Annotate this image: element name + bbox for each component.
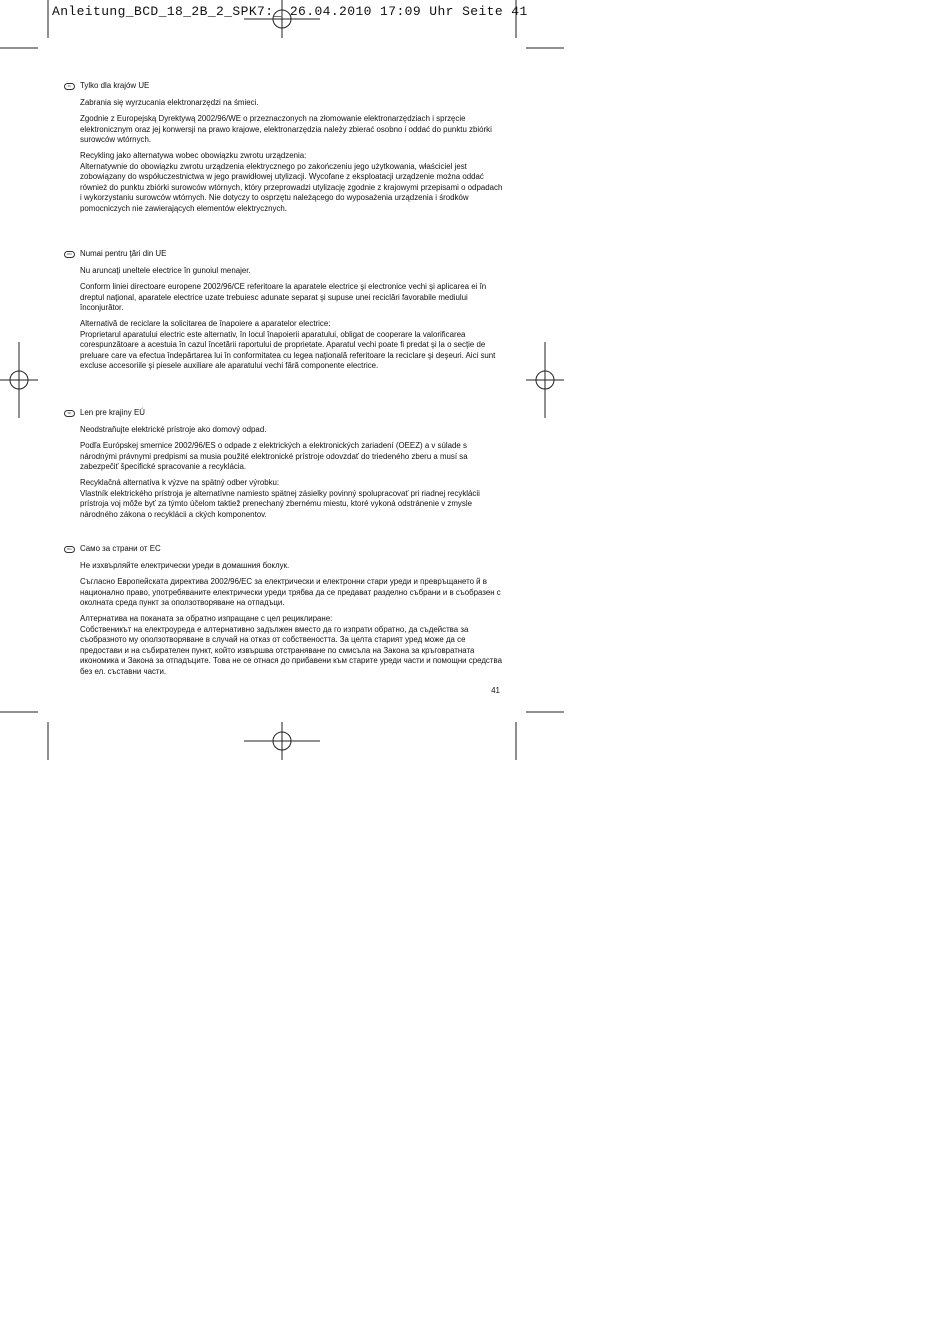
section-paragraph: Съгласно Европейската директива 2002/96/ЕС за електрически и електронни стари уреди и превръщането й в национално право, употребяваните електрически уреди трябва да се предават разделно събрани и в съобразен с околната среда пункт за оползотворяване на отпадъци. (80, 577, 501, 608)
recycling-text: Vlastník elektrického prístroja je alternatívne namiesto spätnej zásielky povinný spolupracovať pri riadnej recyklácii prístroja voj môže byť za týmto účelom taktiež prenechaný zbernému miestu, ktoré vykoná odstránenie v zmysle národného zákona o recyklácii a ckých komponentov. (80, 488, 480, 519)
recycling-block (80, 614, 504, 678)
country-flag-icon: RO (64, 251, 75, 258)
section-intro: Nu aruncaţi uneltele electrice în gunoiul menajer. (80, 265, 251, 275)
country-flag-icon: SK (64, 410, 75, 417)
section-ro (64, 249, 504, 372)
section-title: Само за страни от ЕС (80, 544, 161, 553)
registration-mark-bottom (244, 722, 320, 760)
section-title: Len pre krajiny EÚ (80, 408, 145, 417)
section-sk (64, 408, 504, 520)
section-intro: Zabrania się wyrzucania elektronarzędzi na śmieci. (80, 97, 259, 107)
recycling-text: Alternatywnie do obowiązku zwrotu urządzenia elektrycznego po zakończeniu jego użytkowania, właściciel jest zobowiązany do współuczestnictwa w jego prawidłowej utylizacji. Wycofane z eksploatacji urządzenie można oddać również do punktu zbiórki surowców wtórnych, który przeprowadzi utylizację zgodnie z krajowymi przepisami o odpadach i wykorzystaniu surowców wtórnych. Nie dotyczy to osprzętu należącego do wyposażenia urządzenia i środków pomocniczych nie zawierających elementów elektrycznych. (80, 161, 503, 213)
section-title: Numai pentru ţări din UE (80, 249, 167, 258)
country-flag-icon: BG (64, 546, 75, 553)
recycling-heading: Алтернатива на поканата за обратно изпращане с цел рециклиране: (80, 613, 333, 623)
section-bg (64, 544, 504, 678)
recycling-heading: Alternativă de reciclare la solicitarea de înapoiere a aparatelor electrice: (80, 318, 331, 328)
section-intro: Neodstraňujte elektrické prístroje ako domový odpad. (80, 424, 267, 434)
section-title: Tylko dla krajów UE (80, 81, 150, 90)
registration-mark-top (244, 0, 320, 38)
recycling-text: Собственикът на електроуреда е алтернативно задължен вместо да го изпрати обратно, да съдейства за съобразното му оползотворяване в случай на отказ от собствеността. За целта старият уред може да се предостави и на събирателен пункт, който извършва отстраняване по смисъла на Закона за кръговратната икономика и Закона за отпадъците. Това не се отнася до прибавени към старите уреди части и помощни средства без ел. съставни части. (80, 624, 502, 676)
print-slug-header: Anleitung_BCD_18_2B_2_SPK7:_ 26.04.2010 17:09 Uhr Seite 41 (52, 4, 528, 19)
section-paragraph: Podľa Európskej smernice 2002/96/ES o odpade z elektrických a elektronických zariadení (OEEZ) a v súlade s národnými právnymi predpismi sa musia použité elektronické prístroje odovzdať do triedeného zberu a musí sa zabezpečiť špecifické spracovanie a recyklácia. (80, 441, 468, 472)
section-paragraph: Conform liniei directoare europene 2002/96/CE referitoare la aparatele electrice şi electronice vechi şi aplicarea ei în dreptul naţional, aparatele electrice uzate trebuiesc adunate separat şi supuse unei reciclări favorabile mediului înconjurător. (80, 282, 487, 313)
recycling-block (80, 478, 504, 520)
page-number: 41 (491, 686, 500, 695)
recycling-block (80, 151, 504, 215)
recycling-heading: Recykling jako alternatywa wobec obowiązku zwrotu urządzenia: (80, 150, 307, 160)
country-flag-icon: PL (64, 83, 75, 90)
recycling-heading: Recyklačná alternatíva k výzve na spätný odber výrobku: (80, 477, 280, 487)
registration-mark-left (0, 342, 38, 418)
section-paragraph: Zgodnie z Europejską Dyrektywą 2002/96/WE o przeznaczonych na złomowanie elektronarzędziach i sprzęcie elektronicznym oraz jej konwersji na prawo krajowe, elektronarzędzia należy zbierać osobno i oddać do punktu zbiórki surowców wtórnych. (80, 114, 492, 145)
recycling-text: Proprietarul aparatului electric este alternativ, în locul înapoierii aparatului, obligat de cooperare la valorificarea corespunzătoare a acestuia în cazul încetării raportului de proprietate. Aparatul vechi poate fi predat şi la o secţie de preluare care va efectua îndepărtarea lui în conformitatea cu legea naţională referitoare la reciclare şi deşeuri. Aici sunt excluse accesoriile şi piesele auxiliare ale aparatului vechi fără componente electrice. (80, 329, 496, 371)
section-pl (64, 81, 504, 215)
recycling-block (80, 319, 504, 372)
registration-mark-right (526, 342, 564, 418)
section-intro: Не изхвърляйте електрически уреди в домашния боклук. (80, 560, 290, 570)
